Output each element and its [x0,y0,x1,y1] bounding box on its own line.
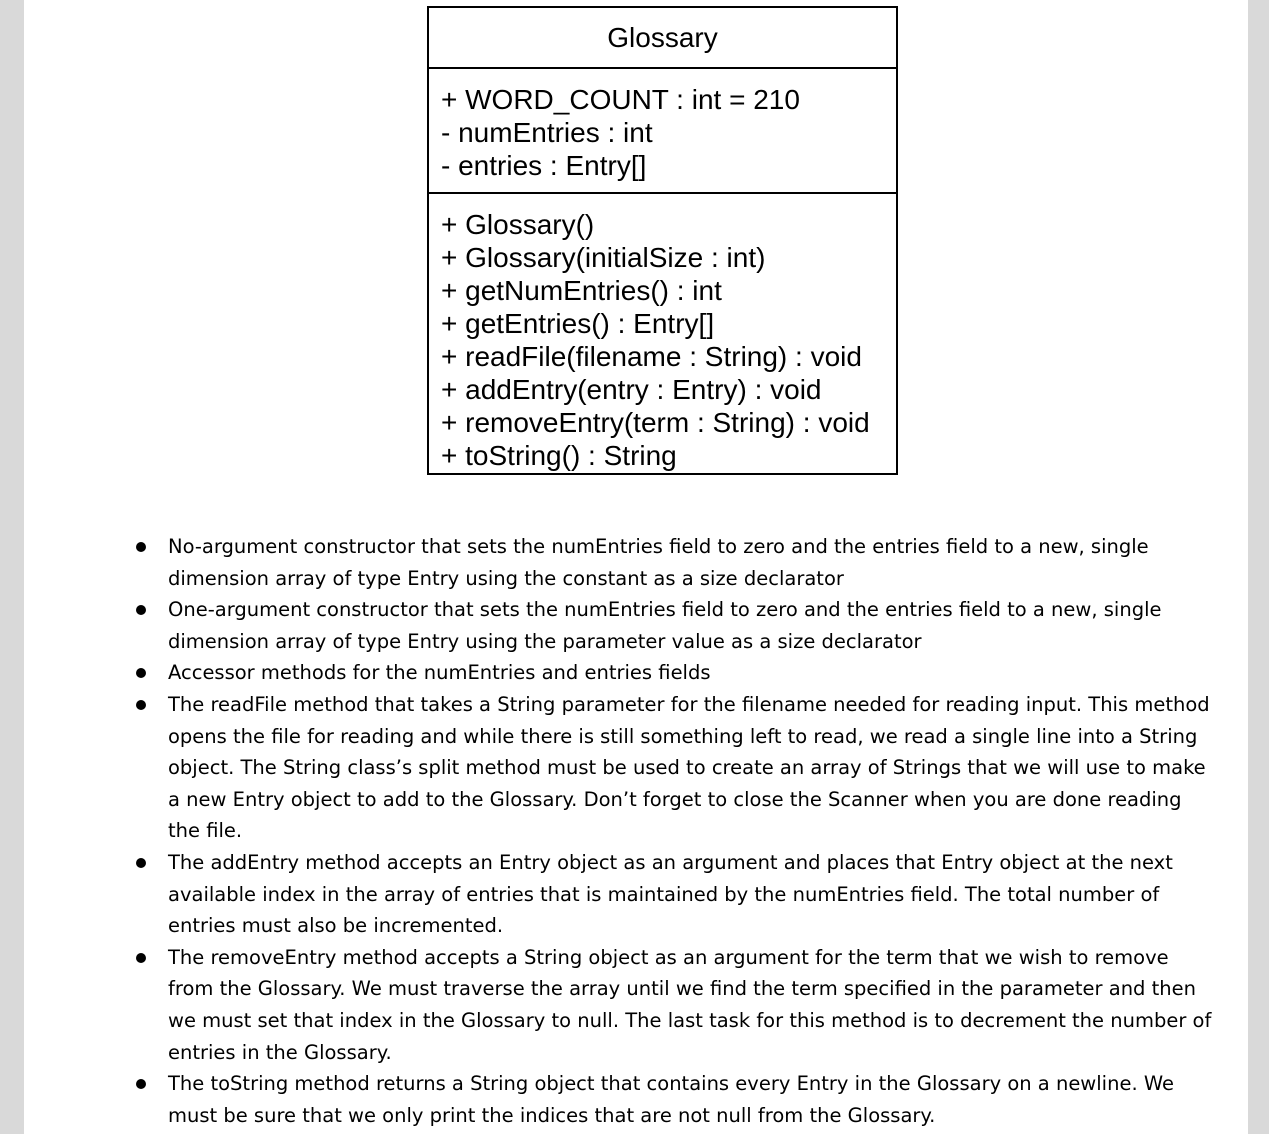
document-page [24,0,1248,1134]
uml-attributes-section [429,69,896,194]
bullet-icon [136,542,146,552]
uml-method: + removeEntry(term : String) : void [441,407,870,438]
uml-method: + toString() : String [441,440,677,471]
uml-attribute: + WORD_COUNT : int = 210 [441,84,800,115]
list-item [134,689,1214,847]
list-item-text: No-argument constructor that sets the numEntries field to zero and the entries field to a new, single dimension array of type Entry using the constant as a size declarator [168,535,1149,590]
list-item-text: The addEntry method accepts an Entry object as an argument and places that Entry object at the next available index in the array of entries that is maintained by the numEntries field. The total number of entries must also be incremented. [168,850,1173,938]
list-item [134,657,1214,689]
list-item-text: The removeEntry method accepts a String object as an argument for the term that we wish to remove from the Glossary. We must traverse the array until we find the term specified in the parameter and then we must set that index in the Glossary to null. The last task for this method is to decrement the number of entries in the Glossary. [168,945,1212,1064]
list-item-text: The toString method returns a String object that contains every Entry in the Glossary on a newline. We must be sure that we only print the indices that are not null from the Glossary. [168,1072,1174,1127]
bullet-icon [136,700,146,710]
list-item [134,531,1214,594]
bullet-icon [136,1079,146,1089]
uml-attribute: - entries : Entry[] [441,150,647,181]
bullet-icon [136,858,146,868]
uml-method: + addEntry(entry : Entry) : void [441,374,822,405]
uml-method: + getNumEntries() : int [441,275,722,306]
list-item [134,594,1214,657]
uml-class-name: Glossary [429,8,896,69]
list-item-text: The readFile method that takes a String parameter for the filename needed for reading input. This method opens the file for reading and while there is still something left to read, we read a single line into a String object. The String class’s split method must be used to create an array of Strings that we will use to make a new Entry object to add to the Glossary. Don’t forget to close the Scanner when you are done reading the file. [168,692,1210,843]
list-item-text: Accessor methods for the numEntries and entries fields [168,661,711,685]
list-item-text: One-argument constructor that sets the numEntries field to zero and the entries field to a new, single dimension array of type Entry using the parameter value as a size declarator [168,598,1162,653]
uml-class-diagram [427,6,898,475]
bullet-icon [136,605,146,615]
list-item [134,847,1214,942]
bullet-icon [136,953,146,963]
uml-methods-section [429,194,896,473]
list-item [134,942,1214,1068]
uml-attribute: - numEntries : int [441,117,653,148]
requirements-list [134,531,1214,1131]
bullet-icon [136,668,146,678]
uml-method: + Glossary(initialSize : int) [441,242,766,273]
uml-method: + readFile(filename : String) : void [441,341,862,372]
uml-method: + Glossary() [441,209,595,240]
uml-method: + getEntries() : Entry[] [441,308,715,339]
list-item [134,1068,1214,1131]
